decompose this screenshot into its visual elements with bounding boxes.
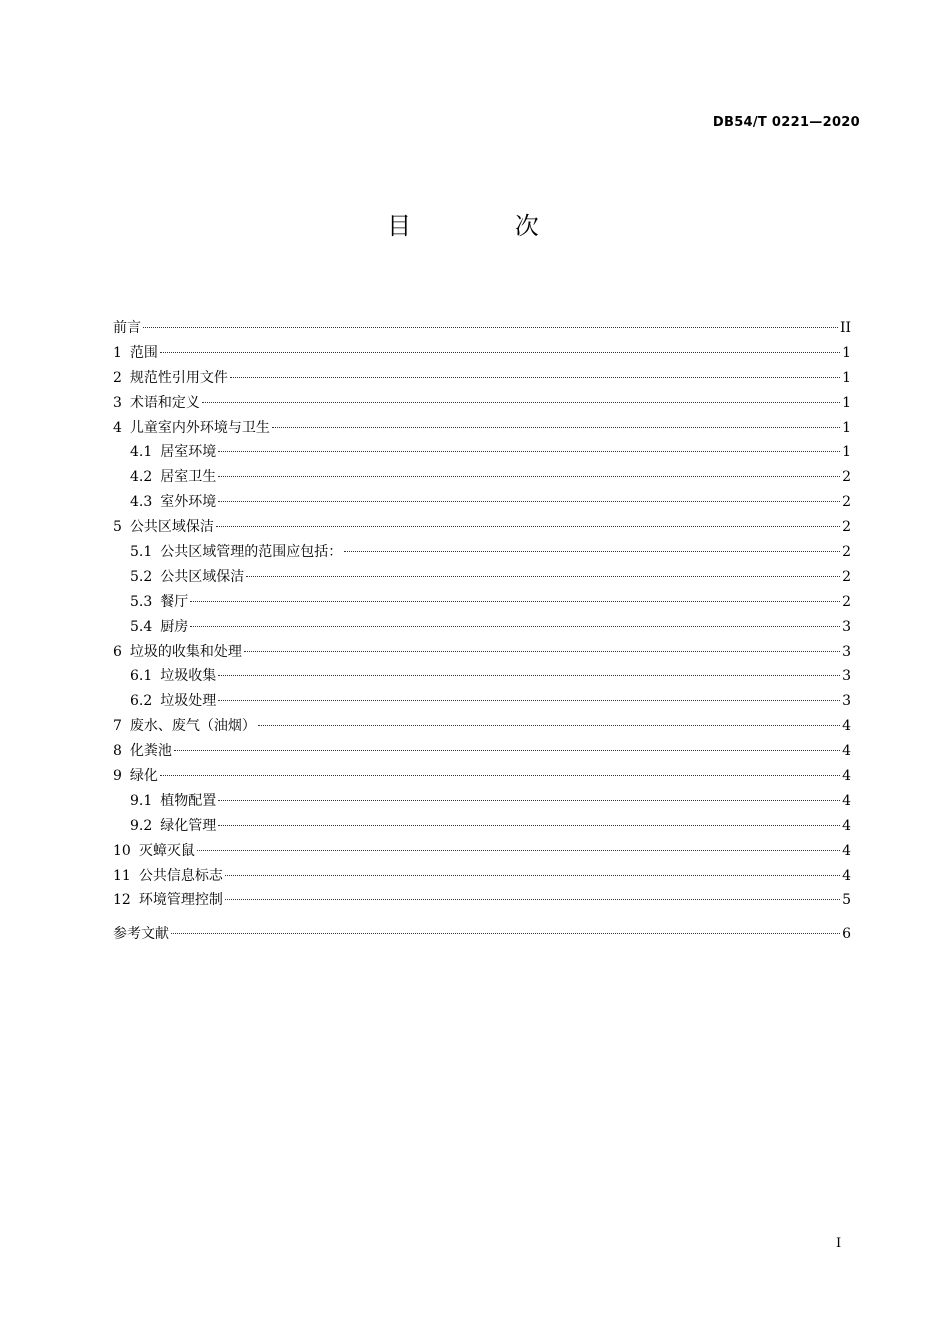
toc-entry-page: 2 [842,469,851,486]
toc-entry[interactable] [113,490,851,515]
toc-entry-label: 化粪池 [129,743,172,760]
toc-dot-leader [258,725,840,726]
toc-entry-page: 1 [842,369,851,386]
toc-entry-page: 4 [842,817,851,834]
toc-dot-leader [171,933,840,934]
toc-entry[interactable] [113,316,851,341]
toc-entry[interactable] [113,540,851,565]
toc-entry-page: 4 [842,718,851,735]
toc-entry-page: 1 [842,394,851,411]
toc-entry[interactable] [113,391,851,416]
toc-entry-label: 废水、废气（油烟） [129,718,256,735]
toc-entry-page: 4 [842,743,851,760]
toc-entry-label: 公共信息标志 [138,867,223,884]
toc-entry-label: 公共区域管理的范围应包括： [160,544,343,561]
toc-dot-leader [197,850,840,851]
table-of-contents [113,316,851,947]
toc-entry-page: 6 [842,926,851,943]
document-id: DB54/T 0221—2020 [712,115,860,130]
toc-entry-page: 4 [842,867,851,884]
toc-entry[interactable] [113,640,851,665]
toc-entry-label: 绿化管理 [160,817,217,834]
toc-entry-page: 2 [842,544,851,561]
toc-dot-leader [218,501,840,502]
toc-entry[interactable] [113,839,851,864]
toc-entry[interactable] [113,565,851,590]
toc-entry-label: 室外环境 [160,494,217,511]
toc-entry[interactable] [113,764,851,789]
toc-entry[interactable] [113,341,851,366]
toc-entry-number: 4.3 [130,494,153,511]
toc-dot-leader [160,352,840,353]
toc-entry-page: 2 [842,494,851,511]
toc-entry-label: 公共区域保洁 [129,519,214,536]
toc-dot-leader [272,427,840,428]
toc-entry-number: 6 [113,643,122,660]
toc-dot-leader [216,526,840,527]
toc-entry-label: 参考文献 [113,926,169,943]
toc-entry[interactable] [113,664,851,689]
toc-dot-leader [225,875,840,876]
toc-dot-leader [230,377,840,378]
toc-entry-label: 植物配置 [160,792,217,809]
toc-entry-number: 4.2 [130,469,153,486]
toc-entry-page: 4 [842,842,851,859]
toc-dot-leader [218,825,840,826]
toc-entry-page: 1 [842,444,851,461]
toc-entry-page: 1 [842,419,851,436]
toc-entry-number: 4.1 [130,444,153,461]
toc-entry[interactable] [113,416,851,441]
toc-entry-number: 9.1 [130,792,153,809]
toc-entry[interactable] [113,888,851,913]
toc-entry[interactable] [113,714,851,739]
toc-entry[interactable] [113,465,851,490]
toc-dot-leader [225,899,840,900]
toc-entry-label: 居室环境 [160,444,217,461]
toc-entry[interactable] [113,366,851,391]
toc-entry-number: 5.3 [130,593,153,610]
toc-dot-leader [174,750,840,751]
toc-entry-page: 2 [842,519,851,536]
toc-entry-label: 餐厅 [160,593,189,610]
toc-entry-page: 3 [842,643,851,660]
toc-entry-label: 垃圾的收集和处理 [129,643,242,660]
toc-dot-leader [244,651,840,652]
toc-dot-leader [202,402,840,403]
toc-dot-leader [190,626,840,627]
toc-dot-leader [218,700,840,701]
toc-entry-label: 垃圾收集 [160,668,217,685]
toc-entry-label: 前言 [113,320,141,336]
toc-entry[interactable] [113,789,851,814]
toc-entry-page: 5 [842,892,851,909]
page-number: I [836,1236,842,1251]
toc-entry-number: 12 [113,892,131,909]
toc-entry-number: 5.1 [130,544,153,561]
page-title: 目 次 [387,212,587,240]
toc-entry-label: 灭蟑灭鼠 [138,842,195,859]
toc-entry[interactable] [113,864,851,889]
toc-entry-number: 2 [113,369,122,386]
toc-dot-leader [143,327,838,328]
toc-entry-page: 4 [842,792,851,809]
toc-entry-page: 2 [842,593,851,610]
toc-entry-label: 垃圾处理 [160,693,217,710]
toc-entry[interactable] [113,739,851,764]
toc-entry-number: 3 [113,394,122,411]
toc-entry[interactable] [113,615,851,640]
toc-dot-leader [160,775,840,776]
toc-entry-number: 5.4 [130,618,153,635]
toc-entry-number: 7 [113,718,122,735]
toc-entry-number: 4 [113,419,122,436]
toc-entry-label: 规范性引用文件 [129,369,228,386]
toc-entry-number: 6.2 [130,693,153,710]
toc-entry-label: 范围 [129,344,158,361]
toc-entry-label: 环境管理控制 [138,892,223,909]
toc-entry[interactable] [113,922,851,947]
toc-dot-leader [218,476,840,477]
toc-entry[interactable] [113,814,851,839]
toc-entry-page: 4 [842,768,851,785]
toc-dot-leader [218,800,840,801]
toc-entry-number: 8 [113,743,122,760]
toc-entry-page: 3 [842,618,851,635]
toc-entry[interactable] [113,689,851,714]
toc-entry-number: 5 [113,519,122,536]
toc-entry-label: 厨房 [160,618,189,635]
toc-dot-leader [218,675,840,676]
toc-entry-label: 儿童室内外环境与卫生 [129,419,270,436]
toc-entry-number: 9 [113,768,122,785]
toc-entry[interactable] [113,590,851,615]
toc-entry-page: 2 [842,568,851,585]
toc-entry-label: 术语和定义 [129,394,200,411]
toc-dot-leader [246,576,840,577]
toc-entry-page: II [839,320,851,336]
toc-entry[interactable] [113,440,851,465]
toc-dot-leader [218,451,840,452]
toc-entry-page: 3 [842,668,851,685]
toc-entry-number: 1 [113,344,122,361]
toc-entry-number: 10 [113,842,131,859]
toc-entry-number: 9.2 [130,817,153,834]
toc-entry-number: 6.1 [130,668,153,685]
toc-entry-label: 公共区域保洁 [160,568,245,585]
toc-entry-page: 3 [842,693,851,710]
toc-entry-label: 绿化 [129,768,158,785]
toc-dot-leader [190,601,840,602]
toc-entry-label: 居室卫生 [160,469,217,486]
toc-entry-page: 1 [842,344,851,361]
toc-entry-number: 11 [113,867,131,884]
toc-entry-number: 5.2 [130,568,153,585]
toc-entry[interactable] [113,515,851,540]
toc-dot-leader [344,551,840,552]
